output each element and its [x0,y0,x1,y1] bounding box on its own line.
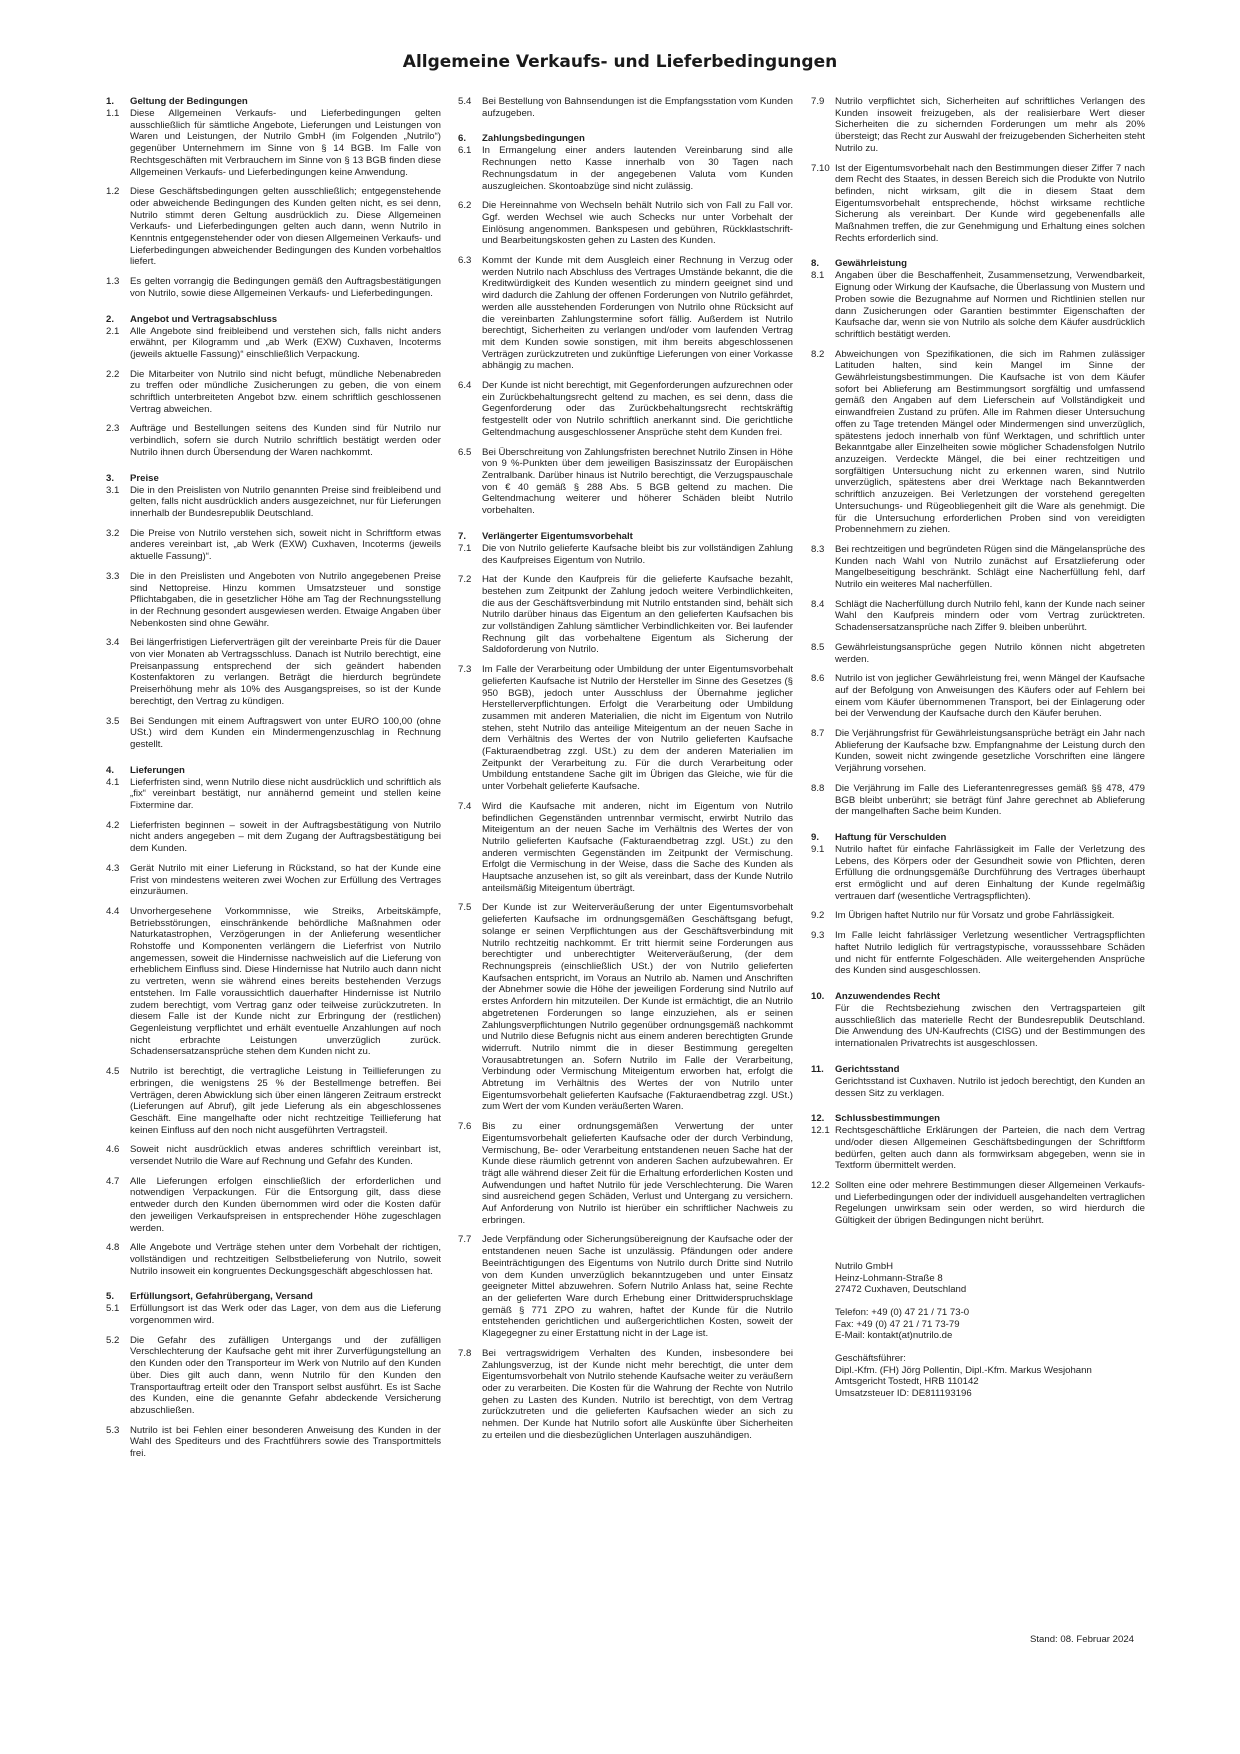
paragraph: 7.9 Nutrilo verpflichtet sich, Sicherheiten auf schriftliches Verlangen des Kunden insoweit freizugeben, als der realisierbare Wert dieser Sicherheiten die zu sichernden Forderungen um mehr als 20% übersteigt; das Recht zur Auswahl der freizugebenden Sicherheiten steht Nutrilo zu. [811,96,1145,154]
section-heading: 3. Preise [106,472,159,484]
paragraph: 4.1 Lieferfristen sind, wenn Nutrilo diese nicht ausdrücklich und schriftlich als „fix“ vereinbart bestätigt, nur annähernd gemeint und stellen keine Fixtermine dar. [106,776,441,812]
section-heading: 1. Geltung der Bedingungen [106,96,248,107]
paragraph: 4.7 Alle Lieferungen erfolgen einschließlich der erforderlichen und notwendigen Verpackungen. Für die Entsorgung gilt, dass diese entweder durch den Kunden übernommen wird oder die Kosten dafür den jeweiligen Verkaufspreisen in entsprechender Höhe zugeschlagen werden. [106,1175,441,1234]
paragraph: 4.4 Unvorhergesehene Vorkommnisse, wie Streiks, Arbeitskämpfe, Betriebsstörungen, einschränkende behördliche Maßnahmen oder Naturkatastrophen, Verzögerungen in der Anlieferung wesentlicher Rohstoffe und Komponenten verlängern die Lieferfrist von Nutrilo angemessen, soweit die Hindernisse nachweislich auf die Lieferung von erheblichem Einfluss sind. Diese Hindernisse hat Nutrilo auch dann nicht zu vertreten, wenn sie während eines bereits bestehenden Verzugs entstehen. Im Falle voraussichtlich dauerhafter Hindernisse ist Nutrilo zudem berechtigt, vom Vertrag ganz oder teilweise zurückzutreten. In diesem Falle ist der Kunde nicht zur Erbringung der (restlichen) Gegenleistung verpflichtet und erhält eventuelle Anzahlungen auf noch nicht erbrachte Leistungen unverzüglich zurück. Schadensersatzansprüche stehen dem Kunden nicht zu. [106,905,441,1058]
section-heading: 10. Anzuwendendes Recht [811,991,941,1002]
paragraph: 8.6 Nutrilo ist von jeglicher Gewährleistung frei, wenn Mängel der Kaufsache auf der Befolgung von Anweisungen des Käufers oder auf Fehlern bei einem vom Käufer übernommenen Transport, bei der Einlagerung oder bei der Verwendung der Kaufsache durch den Käufer beruhen. [811,673,1145,720]
section-heading: 6. Zahlungsbedingungen [458,133,585,145]
paragraph: Gerichtsstand ist Cuxhaven. Nutrilo ist jedoch berechtigt, den Kunden an dessen Sitz zu verklagen. [835,1075,1145,1099]
paragraph: 3.4 Bei längerfristigen Lieferverträgen gilt der vereinbarte Preis für die Dauer von vier Monaten ab Vertragsschluss. Danach ist Nutrilo berechtigt, eine Preisanpassung entsprechend der sich geändert habenden Kostenfaktoren zu verlangen. Beträgt die hierdurch begründete Preiserhöhung mehr als 10% des Ausgangspreises, so ist der Kunde berechtigt, den Vertrag zu kündigen. [106,637,441,707]
column-1 [106,96,441,1460]
paragraph: 6.4 Der Kunde ist nicht berechtigt, mit Gegenforderungen aufzurechnen oder ein Zurückbehaltungsrecht geltend zu machen, es sei denn, dass die Gegenforderung oder das Zurückbehaltungsrecht rechtskräftig festgestellt oder von Nutrilo schriftlich anerkannt sind. Die gerichtliche Geltendmachung ausgeschlossener Ansprüche steht dem Kunden frei. [458,380,793,438]
paragraph: 2.2 Die Mitarbeiter von Nutrilo sind nicht befugt, mündliche Nebenabreden zu treffen oder mündliche Zusicherungen zu geben, die von einem schriftlich unterbreiteten Angebot bzw. einem schriftlich geschlossenen Vertrag abweichen. [106,368,441,415]
paragraph: 8.4 Schlägt die Nacherfüllung durch Nutrilo fehl, kann der Kunde nach seiner Wahl den Kaufpreis mindern oder vom Vertrag zurücktreten. Schadensersatzansprüche nach Ziffer 9. bleiben unberührt. [811,598,1145,634]
imprint-vat: Umsatzsteuer ID: DE811193196 [835,1388,972,1400]
paragraph: 4.5 Nutrilo ist berechtigt, die vertragliche Leistung in Teillieferungen zu erbringen, die wenigstens 25 % der Bestellmenge betreffen. Bei Verträgen, deren Abwicklung sich über einen längeren Zeitraum erstreckt (Lieferungen auf Abruf), gilt jede Lieferung als ein abgeschlossenes Geschäft. Eine mangelhafte oder nicht rechtzeitige Teillieferung hat keinen Einfluss auf den noch nicht ausgeführten Vertragsteil. [106,1066,441,1136]
paragraph: 9.1 Nutrilo haftet für einfache Fahrlässigkeit im Falle der Verletzung des Lebens, des Körpers oder der Gesundheit sowie von Pflichten, deren Erfüllung die ordnungsgemäße Durchführung des Vertrages überhaupt erst ermöglicht und auf deren Einhaltung der Kunde regelmäßig vertrauen darf (wesentliche Vertragspflichten). [811,843,1145,902]
paragraph: 7.1 Die von Nutrilo gelieferte Kaufsache bleibt bis zur vollständigen Zahlung des Kaufpreises Eigentum von Nutrilo. [458,542,793,566]
paragraph: 8.5 Gewährleistungsansprüche gegen Nutrilo können nicht abgetreten werden. [811,641,1145,665]
paragraph: 3.1 Die in den Preislisten von Nutrilo genannten Preise sind freibleibend und gelten, falls nicht ausdrücklich anders ausgezeichnet, nur für Lieferungen innerhalb der Bundesrepublik Deutschland. [106,484,441,519]
imprint-phone: Telefon: +49 (0) 47 21 / 71 73-0 [835,1306,970,1318]
imprint [835,1261,1145,1400]
paragraph: 5.3 Nutrilo ist bei Fehlen einer besonderen Anweisung des Kunden in der Wahl des Spediteurs und des Frachtführers sowie des Transportmittels frei. [106,1424,441,1460]
imprint-city: 27472 Cuxhaven, Deutschland [835,1284,967,1296]
paragraph: 4.3 Gerät Nutrilo mit einer Lieferung in Rückstand, so hat der Kunde eine Frist von mindestens weiteren zwei Wochen zur Erfüllung des Vertrages einzuräumen. [106,862,441,898]
paragraph: 7.5 Der Kunde ist zur Weiterveräußerung der unter Eigentumsvorbehalt gelieferten Kaufsache im ordnungsgemäßen Geschäftsgang befugt, solange er seinen Verpflichtungen aus der Geschäftsverbindung mit Nutrilo rechtzeitig nachkommt. Er tritt hiermit seine Forderungen aus berechtigter und unberechtigter Weiterveräußerung, (der dem Rechnungspreis (einschließlich USt.) der von Nutrilo gelieferten Kaufsachen entspricht, im Voraus an Nutrilo ab. Namen und Anschriften der Abnehmer sowie die Höhe der jeweiligen Forderung sind Nutrilo auf erstes Anfordern hin mitzuteilen. Der Kunde ist ermächtigt, die an Nutrilo abgetretenen Forderungen so lange einzuziehen, als er seinen Zahlungsverpflichtungen Nutrilo gegenüber ordnungsgemäß nachkommt und Nutrilo diese Befugnis nicht aus einem anderen berechtigten Grunde widerruft. Nutrilo nimmt die in dieser Bestimmung geregelten Vorausabtretungen an. Sofern Nutrilo im Falle der Verarbeitung, Verbindung oder Vermischung Miteigentum erworben hat, erfolgt die Abtretung im Verhältnis des Wertes der von Nutrilo unter Eigentumsvorbehalt gelieferten Kaufsache (Fakturaendbetrag zzgl. USt.) zum Wert der vom Kunden veräußerten Waren. [458,902,793,1113]
column-3 [811,96,1145,1400]
imprint-fax: Fax: +49 (0) 47 21 / 71 73-79 [835,1318,960,1330]
section-heading: 7. Verlängerter Eigentumsvorbehalt [458,530,633,542]
paragraph: 12.1 Rechtsgeschäftliche Erklärungen der Parteien, die nach dem Vertrag und/oder diesen Allgemeinen Geschäftsbedingungen der Schriftform bedürfen, gelten auch dann als formwirksam abgegeben, wenn sie in Textform übermittelt werden. [811,1125,1145,1172]
paragraph: 7.10 Ist der Eigentumsvorbehalt nach den Bestimmungen dieser Ziffer 7 nach dem Recht des Staates, in dessen Bereich sich die Produkte von Nutrilo befinden, nicht wirksam, gilt die in diesem Staat dem Eigentumsvorbehalt entsprechende, höchst wirksame rechtliche Sicherung als vereinbart. Der Kunde wird gegebenenfalls alle Maßnahmen treffen, die zur Genehmigung und Erhaltung eines solchen Rechts erforderlich sind. [811,162,1145,244]
paragraph: 9.3 Im Falle leicht fahrlässiger Verletzung wesentlicher Vertragspflichten haftet Nutrilo lediglich für vertragstypische, vorausssehbare Schäden und nicht für entfernte Folgeschäden. Alle weitergehenden Ansprüche des Kunden sind ausgeschlossen. [811,930,1145,977]
paragraph: 5.2 Die Gefahr des zufälligen Untergangs und der zufälligen Verschlechterung der Kaufsache geht mit ihrer Zurverfügungstellung an den Kunden oder den Transporteur im Werk von Nutrilo auf den Kunden über. Dies gilt auch dann, wenn Nutrilo für den Kunden den Transportauftrag erteilt oder den Transport selbst ausführt. Es ist Sache des Kunden, eine die genannte Gefahr abdeckende Versicherung abzuschließen. [106,1334,441,1416]
section-heading: 4. Lieferungen [106,764,185,776]
imprint-court: Amtsgericht Tostedt, HRB 110142 [835,1376,979,1388]
paragraph: 2.3 Aufträge und Bestellungen seitens des Kunden sind für Nutrilo nur verbindlich, sofern sie durch Nutrilo schriftlich bestätigt werden oder Nutrilo ihnen durch Übersendung der Waren nachkommt. [106,423,441,458]
section-heading: 12. Schlussbestimmungen [811,1113,941,1125]
paragraph: 6.1 In Ermangelung einer anders lautenden Vereinbarung sind alle Rechnungen netto Kasse innerhalb von 30 Tagen nach Rechnungsdatum in der angegebenen Valuta vom Kunden auszugleichen. Skontoabzüge sind nicht zulässig. [458,145,793,192]
paragraph: 3.3 Die in den Preislisten und Angeboten von Nutrilo angegebenen Preise sind Nettopreise. Hinzu kommen Umsatzsteuer und sonstige Pflichtabgaben, die in gesetzlicher Höhe am Tag der Rechnungsstellung in der Rechnung gesondert ausgewiesen werden. Etwaige Angaben über Nebenkosten sind ohne Gewähr. [106,570,441,629]
page-title: Allgemeine Verkaufs- und Lieferbedingungen [402,52,838,72]
column-2 [458,96,793,1441]
paragraph: 3.5 Bei Sendungen mit einem Auftragswert von unter EURO 100,00 (ohne USt.) wird dem Kunden ein Mindermengenzuschlag in Rechnung gestellt. [106,715,441,750]
paragraph: 1.2 Diese Geschäftsbedingungen gelten ausschließlich; entgegenstehende oder abweichende Bedingungen des Kunden gelten nicht, es sei denn, Nutrilo stimmt deren Geltung ausdrücklich zu. Diese Allgemeinen Verkaufs- und Lieferbedingungen gelten auch dann, wenn Nutrilo in Kenntnis entgegenstehender oder von diesen Allgemeinen Verkaufs- und Lieferbedingungen abweichender Bedingungen des Kunden vorbehaltlos liefert. [106,186,441,268]
paragraph: 8.1 Angaben über die Beschaffenheit, Zusammensetzung, Verwendbarkeit, Eignung oder Wirkung der Kaufsache, die Überlassung von Mustern und Proben sowie die Bezugnahme auf Normen und Richtlinien stellen nur dann Zusicherungen oder Garantien bestimmter Eigenschaften der Kaufsache dar, wenn sie von Nutrilo als solche dem Käufer ausdrücklich schriftlich bestätigt werden. [811,270,1145,340]
paragraph: 1.1 Diese Allgemeinen Verkaufs- und Lieferbedingungen gelten ausschließlich für sämtliche Angebote, Lieferungen und Leistungen von Waren und Leistungen, der Nutrilo GmbH (im Folgenden „Nutrilo“) gegenüber Unternehmern im Sinne von § 14 BGB. Im Falle von Rechtsgeschäften mit Verbrauchern im Sinne von § 13 BGB finden diese Allgemeinen Verkaufs- und Lieferbedingungen keine Anwendung. [106,108,441,178]
paragraph: Für die Rechtsbeziehung zwischen den Vertragsparteien gilt ausschließlich das materielle Recht der Bundesrepublik Deutschland. Die Anwendung des UN-Kaufrechts (CISG) und der Bestimmungen des internationalen Privatrechts ist ausgeschlossen. [835,1003,1145,1050]
paragraph: 9.2 Im Übrigen haftet Nutrilo nur für Vorsatz und grobe Fahrlässigkeit. [811,910,1115,922]
section-heading: 5. Erfüllungsort, Gefahrübergang, Versand [106,1291,313,1303]
paragraph: 6.3 Kommt der Kunde mit dem Ausgleich einer Rechnung in Verzug oder werden Nutrilo nach Abschluss des Vertrages Umstände bekannt, die die Kreditwürdigkeit des Kunden wesentlich zu mindern geeignet sind und wird dadurch die Zahlung der offenen Forderungen von Nutrilo gefährdet, werden alle ausstehenden Forderungen von Nutrilo ohne Rücksicht auf die vereinbarten Zahlungstermine sofort fällig. Außerdem ist Nutrilo berechtigt, Sicherheiten zu verlangen und/oder vom laufenden Vertrag mit dem Kunden sowie sonstigen, mit ihm bereits abgeschlossenen Verträgen zurückzutreten und zukünftige Lieferungen von einer Vorkasse abhängig zu machen. [458,255,793,372]
paragraph: 3.2 Die Preise von Nutrilo verstehen sich, soweit nicht in Schriftform etwas anderes vereinbart ist, „ab Werk (EXW) Cuxhaven, Incoterms (jeweils aktuelle Fassung)“. [106,527,441,563]
imprint-street: Heinz-Lohmann-Straße 8 [835,1272,943,1284]
paragraph: 7.7 Jede Verpfändung oder Sicherungsübereignung der Kaufsache oder der entstandenen neuen Sache ist unzulässig. Pfändungen oder andere Beeinträchtigungen des Eigentums von Nutrilo durch Dritte sind Nutrilo von dem Kunden unverzüglich bekanntzugeben und unter Einsatz geeigneter Mittel abzuwehren. Sofern Nutrilo Anlass hat, seine Rechte an der gelieferten Ware durch Erhebung einer Drittwiderspruchsklage gemäß § 771 ZPO zu wahren, haftet der Kunde für die Nutrilo entstehenden gerichtlichen und außergerichtlichen Kosten, soweit der Klagegegner zu einer Erstattung nicht in der Lage ist. [458,1234,793,1340]
imprint-email: E-Mail: kontakt(at)nutrilo.de [835,1330,953,1342]
paragraph: 7.4 Wird die Kaufsache mit anderen, nicht im Eigentum von Nutrilo befindlichen Gegenständen untrennbar vermischt, erwirbt Nutrilo das Miteigentum an der neuen Sache im Verhältnis des Wertes der von Nutrilo gelieferten Kaufsache (Fakturaendbetrag zzgl. USt.) zu den anderen vermischten Gegenständen im Zeitpunkt der Vermischung. Erfolgt die Vermischung in der Weise, dass die Sache des Kunden als Hauptsache anzusehen ist, so gilt als vereinbart, dass der Kunde Nutrilo anteilsmäßig Miteigentum überträgt. [458,800,793,894]
section-heading: 9. Haftung für Verschulden [811,831,947,843]
paragraph: 7.3 Im Falle der Verarbeitung oder Umbildung der unter Eigentumsvorbehalt gelieferten Kaufsache ist Nutrilo der Hersteller im Sinne des Gesetzes (§ 950 BGB), jedoch unter Ausschluss der Übernahme jeglicher Herstellerverpflichtungen. Erfolgt die Verarbeitung oder Umbildung zusammen mit anderen Materialien, die nicht im Eigentum von Nutrilo stehen, steht Nutrilo das anteilige Miteigentum an der neuen Sache in dem Verhältnis des Wertes der von Nutrilo gelieferten Kaufsache (Fakturaendbetrag zzgl. USt.) zu dem der anderen Materialien im Zeitpunkt der Verarbeitung zu. Für die durch Verarbeitung oder Umbildung entstandene Sache gilt im Übrigen das Gleiche, wie für die unter Vorbehalt gelieferte Kaufsache. [458,664,793,793]
paragraph: 4.2 Lieferfristen beginnen – soweit in der Auftragsbestätigung von Nutrilo nicht anders angegeben – mit dem Zugang der Auftragsbestätigung bei dem Kunden. [106,819,441,855]
imprint-management: Dipl.-Kfm. (FH) Jörg Pollentin, Dipl.-Kfm. Markus Wesjohann [835,1364,1092,1376]
paragraph: 12.2 Sollten eine oder mehrere Bestimmungen dieser Allgemeinen Verkaufs- und Lieferbedingungen oder der individuell ausgehandelten vertraglichen Regelungen unwirksam sein oder werden, so wird hierdurch die Gültigkeit der übrigen Bedingungen nicht berührt. [811,1180,1145,1227]
paragraph: 7.6 Bis zu einer ordnungsgemäßen Verwertung der unter Eigentumsvorbehalt gelieferten Kaufsache oder der durch Verbindung, Vermischung, Be- oder Verarbeitung entstandenen neuen Sache hat der Kunde diese räumlich getrennt von anderen Sachen aufzubewahren. Er trägt alle während dieser Zeit für die Erhaltung erforderlichen Kosten und Aufwendungen und haftet Nutrilo für jede Verschlechterung. Die Waren sind ausreichend gegen Schäden, Verlust und Untergang zu versichern. Auf Anforderung von Nutrilo ist hierüber ein schriftlicher Nachweis zu erbringen. [458,1121,793,1226]
paragraph: 6.2 Die Hereinnahme von Wechseln behält Nutrilo sich von Fall zu Fall vor. Ggf. werden Wechsel wie auch Schecks nur unter Vorbehalt der Einlösung angenommen. Bankspesen und gebühren, Rückklastschrift- und Bearbeitungskosten gehen zu Lasten des Kunden. [458,200,793,247]
paragraph: 5.1 Erfüllungsort ist das Werk oder das Lager, von dem aus die Lieferung vorgenommen wird. [106,1303,441,1327]
section-heading: 11. Gerichtsstand [811,1063,900,1075]
paragraph: 2.1 Alle Angebote sind freibleibend und verstehen sich, falls nicht anders erwähnt, per Kilogramm und „ab Werk (EXW) Cuxhaven, Incoterms (jeweils aktuelle Fassung)“ einschließlich Verpackung. [106,325,441,360]
paragraph: 7.8 Bei vertragswidrigem Verhalten des Kunden, insbesondere bei Zahlungsverzug, ist der Kunde nicht mehr berechtigt, die unter dem Eigentumsvorbehalt von Nutrilo stehende Kaufsache weiter zu veräußern oder zu verarbeiten. Die Kosten für die Wahrung der Rechte von Nutrilo gehen zu Lasten des Kunden. Nutrilo ist berechtigt, von dem Vertrag zurückzutreten und die gelieferten Kaufsachen wieder an sich zu nehmen. Der Kunde hat Nutrilo sofort alle Auskünfte über Sicherheiten zu erteilen und die diesbezüglichen Unterlagen auszuhändigen. [458,1347,793,1441]
paragraph: 5.4 Bei Bestellung von Bahnsendungen ist die Empfangsstation vom Kunden aufzugeben. [458,96,793,119]
paragraph: 4.8 Alle Angebote und Verträge stehen unter dem Vorbehalt der richtigen, vollständigen und rechtzeitigen Selbstbelieferung von Nutrilo, soweit Nutrilo insoweit ein kongruentes Deckungsgeschäft abgeschlossen hat. [106,1242,441,1277]
imprint-company: Nutrilo GmbH [835,1260,894,1272]
paragraph: 1.3 Es gelten vorrangig die Bedingungen gemäß den Auftragsbestätigungen von Nutrilo, sowie diese Allgemeinen Verkaufs- und Lieferbedingungen. [106,276,441,299]
imprint-management-label: Geschäftsführer: [835,1353,906,1365]
section-heading: 8. Gewährleistung [811,258,907,270]
document-date: Stand: 08. Februar 2024 [1029,1634,1134,1645]
paragraph: 7.2 Hat der Kunde den Kaufpreis für die gelieferte Kaufsache bezahlt, bestehen zum Zeitpunkt der Zahlung jedoch weitere Verbindlichkeiten, die aus der Geschäftsverbindung mit Nutrilo entstanden sind, behält sich Nutrilo darüber hinaus das Eigentum an den gelieferten Kaufsachen bis zur vollständigen Zahlung sämtlicher Verbindlichkeiten vor. Bei laufender Rechnung gilt das vorbehaltene Eigentum als Sicherung der Saldoforderung von Nutrilo. [458,574,793,656]
paragraph: 8.7 Die Verjährungsfrist für Gewährleistungsansprüche beträgt ein Jahr nach Ablieferung der Kaufsache bzw. Empfangnahme der Leistung durch den Kunden, soweit nicht zwingende gesetzliche Vorschriften eine längere Verjährung vorsehen. [811,728,1145,775]
paragraph: 8.3 Bei rechtzeitigen und begründeten Rügen sind die Mängelansprüche des Kunden nach Wahl von Nutrilo zunächst auf Ersatzlieferung oder Mangelbeseitigung beschränkt. Schlägt eine Nacherfüllung fehl, darf Nutrilo ein weiteres Mal nacherfüllen. [811,543,1145,591]
paragraph: 6.5 Bei Überschreitung von Zahlungsfristen berechnet Nutrilo Zinsen in Höhe von 9 %-Punkten über dem jeweiligen Basiszinssatz der Europäischen Zentralbank. Darüber hinaus ist Nutrilo berechtigt, die Verzugspauschale von € 40 gemäß § 288 Abs. 5 BGB geltend zu machen. Die Geltendmachung weiterer und höherer Schäden bleibt Nutrilo vorbehalten. [458,446,793,517]
paragraph: 8.8 Die Verjährung im Falle des Lieferantenregresses gemäß §§ 478, 479 BGB bleibt unberührt; sie beträgt fünf Jahre gerechnet ab Ablieferung der mangelhaften Sache beim Kunden. [811,782,1145,818]
section-heading: 2. Angebot und Vertragsabschluss [106,313,278,325]
paragraph: 8.2 Abweichungen von Spezifikationen, die sich im Rahmen zulässiger Latituden halten, sind kein Mangel im Sinne der Gewährleistungsbestimmungen. Die Kaufsache ist von dem Käufer sofort bei Ablieferung am Bestimmungsort sorgfältig und umfassend gemäß den Angaben auf dem Lieferschein auf Vollständigkeit und einwandfreien Zustand zu prüfen. Alle im Rahmen dieser Untersuchung offen zu Tage tretenden Mängel oder Mindermengen sind unverzüglich, spätestens jedoch innerhalb von fünf Werktagen, und schriftlich unter Bekanntgabe aller Einzelheiten sowie möglicher Schadensfolgen Nutrilo anzuzeigen. Verdeckte Mängel, die bei einer rechtzeitigen und sorgfältigen Untersuchung nicht zu erkennen waren, sind Nutrilo unverzüglich, spätestens aber drei Werktage nach Bekanntwerden schriftlich anzuzeigen. Bei Verletzungen der vorstehend geregelten Untersuchungs- und Rügeobliegenheit gilt die Ware als genehmigt. Die für die Untersuchung erforderlichen Proben sind von vereidigten Probennehmern zu ziehen. [811,348,1145,536]
paragraph: 4.6 Soweit nicht ausdrücklich etwas anderes schriftlich vereinbart ist, versendet Nutrilo die Ware auf Rechnung und Gefahr des Kunden. [106,1144,441,1168]
